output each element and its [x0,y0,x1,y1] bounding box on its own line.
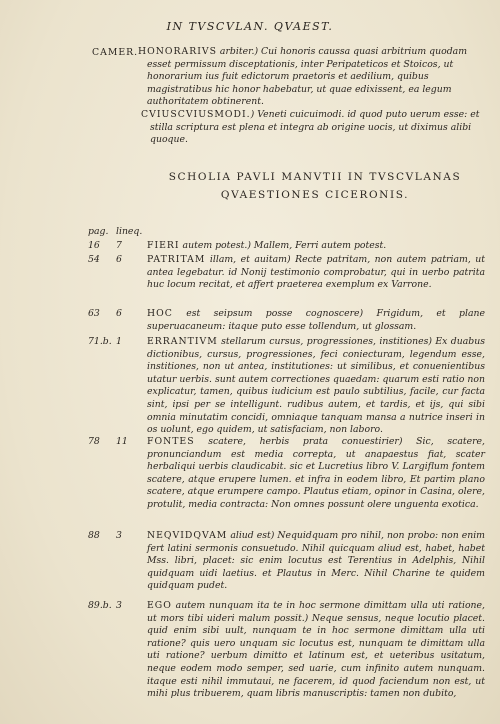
scholion-term: PATRITAM [147,254,206,265]
page-ref: 54 [88,254,100,265]
scholion-text: stellarum cursus, progressiones, institiones) Ex duabus dictionibus, cursus, progressiones, feci coniecturam, legendum esse, institiones, non ut antea, institutiones: ut similibus, et conuenientibus utatur uerbis. sunt autem correctiones quaedam: quarum esti ratio non explicatur, tamen, quibus iudicium est paulo subtilius, facile, cur facta sint, ipsi per se intelligunt. rudibus autem, et tardis, et ijs, qui sibi omnia minutatim concidi, omniaque tanquam mansa a nutrice inseri in os uolunt, ego quidem, ut satisfaciam, non laboro. [147,336,485,436]
page-ref: 89.b. [88,600,112,611]
line-ref: 1 [116,336,122,347]
scholion-term: EGO [147,600,172,611]
section-heading-line1: SCHOLIA PAVLI MANVTII IN TVSCVLANAS [168,171,462,183]
scholion-text: illam, et auitam) Recte patritam, non autem patriam, ut antea legebatur. id Nonij testimonio comprobatur, qui in uerbo patrita huc locum recitat, et affert praeterea exemplum ex Varrone. [147,254,485,291]
page-ref: 16 [88,240,100,251]
scholion-term: ERRANTIVM [147,336,218,347]
column-heading-page: pag. [88,226,109,237]
page-ref: 78 [88,436,100,447]
scholion-term: FONTES [147,436,195,447]
entry-term: HONORARIVS [138,46,217,57]
line-ref: 6 [116,254,122,265]
intro-block [138,46,486,147]
scholion-term: HOC [147,308,173,319]
side-label-camer: CAMER. [92,47,139,58]
column-heading-line: lineq. [116,226,143,237]
intro-entry [138,46,486,109]
entry-text: ) Veneti cuicuimodi. id quod puto uerum esse: et stilla scriptura est plena et integra ab origine uocis, ut diximus alibi quoque. [150,108,480,146]
scholion-text: aliud est) Nequidquam pro nihil, non probo: non enim fert latini sermonis consuetudo. Nihil quicquam aliud est, habet, habet Mss. libri, placet: sic enim locutus est Terentius in Adelphis, Nihil quidquam uidi laetius. et Plautus in Merc. Nihil Charine te quidem quidquam pudet. [147,530,485,592]
page-ref: 63 [88,308,100,319]
line-ref: 3 [116,600,122,611]
scholion-text: scatere, herbis prata conuestirier) Sic, scatere, pronunciandum est media correpta, ut anapaestus fiat, scater herbaliqui uerbis claudicabit. sic et Lucretius libro V. Largiflum fontem scatere, atque erupere lumen. et infra in eodem libro, Et partim plano scatere, atque erumpere campo. Plautus etiam, opinor in Casina, olere, protulit, media contracta: Non omnes possunt olere unguenta exotica. [147,436,485,510]
scholion-text: est seipsum posse cognoscere) Frigidum, et plane superuacaneum: itaque puto esse tollendum, ut glossam. [147,308,485,332]
line-ref: 11 [116,436,128,447]
line-ref: 6 [116,308,122,319]
scholion-term: FIERI [147,240,180,251]
section-heading-line2: QVAESTIONES CICERONIS. [220,189,410,201]
entry-term: CVIUSCVIUSMODI. [141,108,251,120]
entry-text: arbiter.) Cui honoris caussa quasi arbitrium quodam esset permissum disceptationis, inter Peripateticos et Stoicos, ut honorarium ius fuit edictorum praetoris et aedilium, quibus magistratibus hic honor habebatur, ut quae edixissent, ea legum authoritatem obtinerent. [147,46,468,108]
line-ref: 3 [116,530,122,541]
scholion-term: NEQVIDQVAM [147,530,228,541]
page-ref: 71.b. [88,336,112,347]
intro-entry [138,109,486,147]
scholion-text: autem nunquam ita te in hoc sermone dimittam ulla uti ratione, ut mors tibi uideri malum possit.) Neque sensus, neque locutio placet. quid enim sibi uult, nunquam te in hoc sermone dimittam ulla uti ratione? quis uero unquam sic locutus est, nunquam te dimittam ulla uti ratione? uerbum dimitto et latinum est, et ueteribus usitatum, neque eodem modo semper, sed uarie, cum infinito autem nunquam. itaque esti nihil immutaui, ne facerem, id quod faciendum non est, ut mihi plus tribuerem, quam libris manuscriptis: tamen non dubito, [147,600,485,700]
scholion-text: autem potest.) Mallem, Ferri autem potest. [179,240,387,251]
running-title: IN TVSCVLAN. QVAEST. [166,20,334,33]
page-ref: 88 [88,530,100,541]
line-ref: 7 [116,240,122,251]
